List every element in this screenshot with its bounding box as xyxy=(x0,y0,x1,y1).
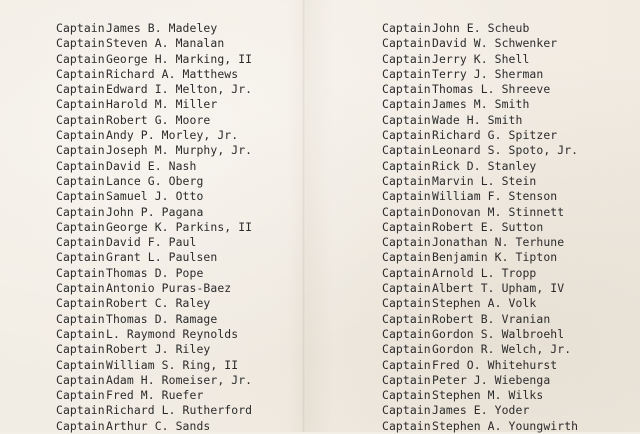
person-name: Gordon R. Welch, Jr. xyxy=(432,342,572,357)
name-entry xyxy=(382,358,578,373)
name-entry xyxy=(382,205,578,220)
rank-label: Captain xyxy=(56,265,105,280)
rank-label: Captain xyxy=(382,342,431,357)
person-name: James E. Yoder xyxy=(432,403,530,418)
name-entry xyxy=(56,21,252,36)
name-entry xyxy=(56,128,252,143)
rank-label: Captain xyxy=(382,250,431,265)
rank-label: Captain xyxy=(56,326,105,341)
person-name: Jonathan N. Terhune xyxy=(432,235,565,250)
name-entry xyxy=(382,296,578,311)
rank-label: Captain xyxy=(56,82,105,97)
rank-label: Captain xyxy=(56,281,105,296)
rank-label: Captain xyxy=(56,342,105,357)
name-entry xyxy=(56,342,252,357)
rank-label: Captain xyxy=(382,66,431,81)
person-name: Robert C. Raley xyxy=(106,296,211,311)
person-name: Stephen M. Wilks xyxy=(432,388,544,403)
rank-label: Captain xyxy=(56,403,105,418)
name-entry xyxy=(56,97,252,112)
person-name: David F. Paul xyxy=(106,235,197,250)
name-entry xyxy=(382,342,578,357)
person-name: Donovan M. Stinnett xyxy=(432,204,565,219)
name-entry xyxy=(382,266,578,281)
rank-label: Captain xyxy=(56,66,105,81)
person-name: Arthur C. Sands xyxy=(106,418,211,433)
rank-label: Captain xyxy=(56,36,105,51)
rank-label: Captain xyxy=(382,204,431,219)
person-name: Thomas L. Shreeve xyxy=(432,82,551,97)
left-name-column xyxy=(56,21,252,434)
person-name: James B. Madeley xyxy=(106,21,218,35)
name-entry xyxy=(382,36,578,51)
person-name: Robert B. Vranian xyxy=(432,311,551,326)
name-entry xyxy=(56,52,252,67)
rank-label: Captain xyxy=(382,173,431,188)
name-entry xyxy=(56,266,252,281)
name-entry xyxy=(382,52,578,67)
name-entry xyxy=(56,235,252,250)
person-name: Antonio Puras-Baez xyxy=(106,281,232,296)
name-entry xyxy=(56,312,252,327)
name-entry xyxy=(56,189,252,204)
rank-label: Captain xyxy=(56,112,105,127)
rank-label: Captain xyxy=(56,235,105,250)
rank-label: Captain xyxy=(56,97,105,112)
name-entry xyxy=(382,143,578,158)
rank-label: Captain xyxy=(382,36,431,51)
name-entry xyxy=(56,296,252,311)
rank-label: Captain xyxy=(56,143,105,158)
rank-label: Captain xyxy=(382,112,431,127)
person-name: Lance G. Oberg xyxy=(106,173,204,188)
rank-label: Captain xyxy=(382,357,431,372)
name-entry xyxy=(382,250,578,265)
person-name: Fred O. Whitehurst xyxy=(432,357,558,372)
rank-label: Captain xyxy=(382,281,431,296)
name-entry xyxy=(382,281,578,296)
name-entry xyxy=(56,281,252,296)
person-name: Andy P. Morley, Jr. xyxy=(106,128,239,143)
rank-label: Captain xyxy=(382,143,431,158)
rank-label: Captain xyxy=(382,51,431,66)
name-entry xyxy=(382,312,578,327)
person-name: Peter J. Wiebenga xyxy=(432,372,551,387)
person-name: Joseph M. Murphy, Jr. xyxy=(106,143,253,158)
rank-label: Captain xyxy=(56,158,105,173)
rank-label: Captain xyxy=(382,311,431,326)
person-name: Robert E. Sutton xyxy=(432,219,544,234)
rank-label: Captain xyxy=(382,418,431,433)
name-entry xyxy=(382,174,578,189)
rank-label: Captain xyxy=(382,265,431,280)
name-entry xyxy=(382,97,578,112)
rank-label: Captain xyxy=(56,418,105,433)
person-name: Rick D. Stanley xyxy=(432,158,537,173)
name-entry xyxy=(56,403,252,418)
person-name: Adam H. Romeiser, Jr. xyxy=(106,372,253,387)
person-name: Samuel J. Otto xyxy=(106,189,204,204)
person-name: Terry J. Sherman xyxy=(432,66,544,81)
person-name: James M. Smith xyxy=(432,97,530,112)
name-entry xyxy=(56,373,252,388)
name-entry xyxy=(382,82,578,97)
person-name: Richard A. Matthews xyxy=(106,66,239,81)
name-entry xyxy=(56,327,252,342)
right-name-column xyxy=(382,21,578,434)
rank-label: Captain xyxy=(56,372,105,387)
name-entry xyxy=(56,143,252,158)
person-name: Leonard S. Spoto, Jr. xyxy=(432,143,579,158)
rank-label: Captain xyxy=(56,189,105,204)
person-name: Harold M. Miller xyxy=(106,97,218,112)
person-name: David W. Schwenker xyxy=(432,36,558,51)
person-name: Fred M. Ruefer xyxy=(106,388,204,403)
page-fold xyxy=(302,0,305,432)
person-name: L. Raymond Reynolds xyxy=(106,326,239,341)
person-name: Benjamin K. Tipton xyxy=(432,250,558,265)
person-name: Richard G. Spitzer xyxy=(432,128,558,143)
rank-label: Captain xyxy=(56,357,105,372)
person-name: William S. Ring, II xyxy=(106,357,239,372)
rank-label: Captain xyxy=(382,372,431,387)
person-name: Robert G. Moore xyxy=(106,112,211,127)
name-entry xyxy=(56,67,252,82)
person-name: John P. Pagana xyxy=(106,204,204,219)
name-entry xyxy=(382,327,578,342)
rank-label: Captain xyxy=(382,296,431,311)
name-entry xyxy=(56,250,252,265)
rank-label: Captain xyxy=(56,296,105,311)
rank-label: Captain xyxy=(56,250,105,265)
person-name: Stephen A. Youngwirth xyxy=(432,418,579,433)
person-name: Edward I. Melton, Jr. xyxy=(106,82,253,97)
name-entry xyxy=(56,174,252,189)
person-name: Grant L. Paulsen xyxy=(106,250,218,265)
rank-label: Captain xyxy=(382,189,431,204)
rank-label: Captain xyxy=(382,82,431,97)
person-name: Jerry K. Shell xyxy=(432,51,530,66)
person-name: William F. Stenson xyxy=(432,189,558,204)
person-name: Arnold L. Tropp xyxy=(432,265,537,280)
rank-label: Captain xyxy=(382,21,431,35)
rank-label: Captain xyxy=(56,128,105,143)
person-name: David E. Nash xyxy=(106,158,197,173)
name-entry xyxy=(382,159,578,174)
person-name: George K. Parkins, II xyxy=(106,219,253,234)
rank-label: Captain xyxy=(382,158,431,173)
name-entry xyxy=(382,189,578,204)
name-entry xyxy=(56,358,252,373)
name-entry xyxy=(382,235,578,250)
name-entry xyxy=(382,388,578,403)
person-name: John E. Scheub xyxy=(432,21,530,35)
rank-label: Captain xyxy=(56,204,105,219)
person-name: Stephen A. Volk xyxy=(432,296,537,311)
name-entry xyxy=(56,388,252,403)
name-entry xyxy=(382,373,578,388)
rank-label: Captain xyxy=(382,97,431,112)
rank-label: Captain xyxy=(382,128,431,143)
rank-label: Captain xyxy=(56,173,105,188)
name-entry xyxy=(56,82,252,97)
rank-label: Captain xyxy=(382,403,431,418)
rank-label: Captain xyxy=(382,326,431,341)
name-entry xyxy=(382,128,578,143)
person-name: Thomas D. Pope xyxy=(106,265,204,280)
rank-label: Captain xyxy=(56,219,105,234)
name-entry xyxy=(382,21,578,36)
name-entry xyxy=(382,403,578,418)
person-name: Albert T. Upham, IV xyxy=(432,281,565,296)
rank-label: Captain xyxy=(56,51,105,66)
rank-label: Captain xyxy=(56,311,105,326)
name-entry xyxy=(382,220,578,235)
rank-label: Captain xyxy=(382,235,431,250)
person-name: Richard L. Rutherford xyxy=(106,403,253,418)
rank-label: Captain xyxy=(56,388,105,403)
rank-label: Captain xyxy=(56,21,105,35)
name-entry xyxy=(56,220,252,235)
name-entry xyxy=(382,67,578,82)
name-entry xyxy=(56,205,252,220)
name-entry xyxy=(56,159,252,174)
person-name: Steven A. Manalan xyxy=(106,36,225,51)
person-name: Robert J. Riley xyxy=(106,342,211,357)
person-name: Marvin L. Stein xyxy=(432,173,537,188)
person-name: Gordon S. Walbroehl xyxy=(432,326,565,341)
name-entry xyxy=(382,113,578,128)
name-entry xyxy=(56,113,252,128)
person-name: George H. Marking, II xyxy=(106,51,253,66)
name-entry xyxy=(56,36,252,51)
rank-label: Captain xyxy=(382,388,431,403)
person-name: Wade H. Smith xyxy=(432,112,523,127)
rank-label: Captain xyxy=(382,219,431,234)
person-name: Thomas D. Ramage xyxy=(106,311,218,326)
